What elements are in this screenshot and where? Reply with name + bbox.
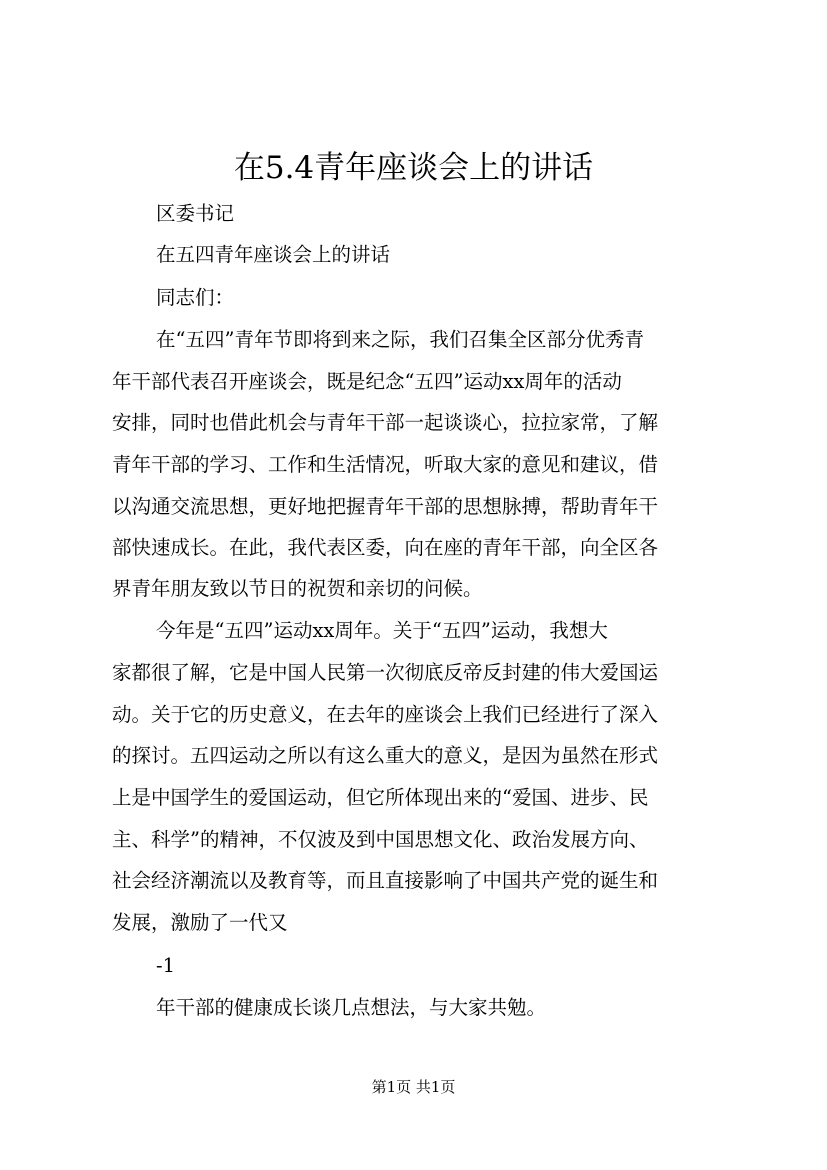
paragraph-line: 在“五四”青年节即将到来之际，我们召集全区部分优秀青 (156, 328, 644, 351)
paragraph-line: 年干部的健康成长谈几点想法，与大家共勉。 (156, 996, 547, 1019)
inline-page-marker: -1 (156, 954, 175, 977)
paragraph-line: 以沟通交流思想，更好地把握青年干部的思想脉搏，帮助青年干 (112, 495, 659, 518)
paragraph-line: 上是中国学生的爱国运动，但它所体现出来的“爱国、进步、民 (112, 786, 649, 809)
paragraph-line: 安排，同时也借此机会与青年干部一起谈谈心，拉拉家常，了解 (112, 411, 659, 434)
paragraph-line: 的探讨。五四运动之所以有这么重大的意义，是因为虽然在形式 (112, 744, 659, 767)
speech-subtitle: 在五四青年座谈会上的讲话 (156, 243, 391, 266)
document-title: 在5.4青年座谈会上的讲话 (233, 150, 594, 186)
author-line: 区委书记 (156, 202, 235, 225)
paragraph-line: 发展，激励了一代又 (112, 911, 288, 934)
paragraph-line: 界青年朋友致以节日的祝贺和亲切的问候。 (112, 577, 483, 600)
paragraph-line: 社会经济潮流以及教育等，而且直接影响了中国共产党的诞生和 (112, 869, 659, 892)
paragraph-line: 家都很了解，它是中国人民第一次彻底反帝反封建的伟大爱国运 (112, 661, 659, 684)
paragraph-line: 部快速成长。在此，我代表区委，向在座的青年干部，向全区各 (112, 536, 659, 559)
paragraph-line: 年干部代表召开座谈会，既是纪念“五四”运动xx周年的活动 (112, 370, 622, 393)
paragraph-line: 今年是“五四”运动xx周年。关于“五四”运动，我想大 (156, 619, 608, 642)
paragraph-line: 主、科学”的精神，不仅波及到中国思想文化、政治发展方向、 (112, 828, 649, 851)
salutation: 同志们： (156, 286, 235, 309)
paragraph-line: 青年干部的学习、工作和生活情况，听取大家的意见和建议，借 (112, 453, 659, 476)
paragraph-line: 动。关于它的历史意义，在去年的座谈会上我们已经进行了深入 (112, 703, 659, 726)
page-footer: 第1页 共1页 (371, 1078, 456, 1096)
